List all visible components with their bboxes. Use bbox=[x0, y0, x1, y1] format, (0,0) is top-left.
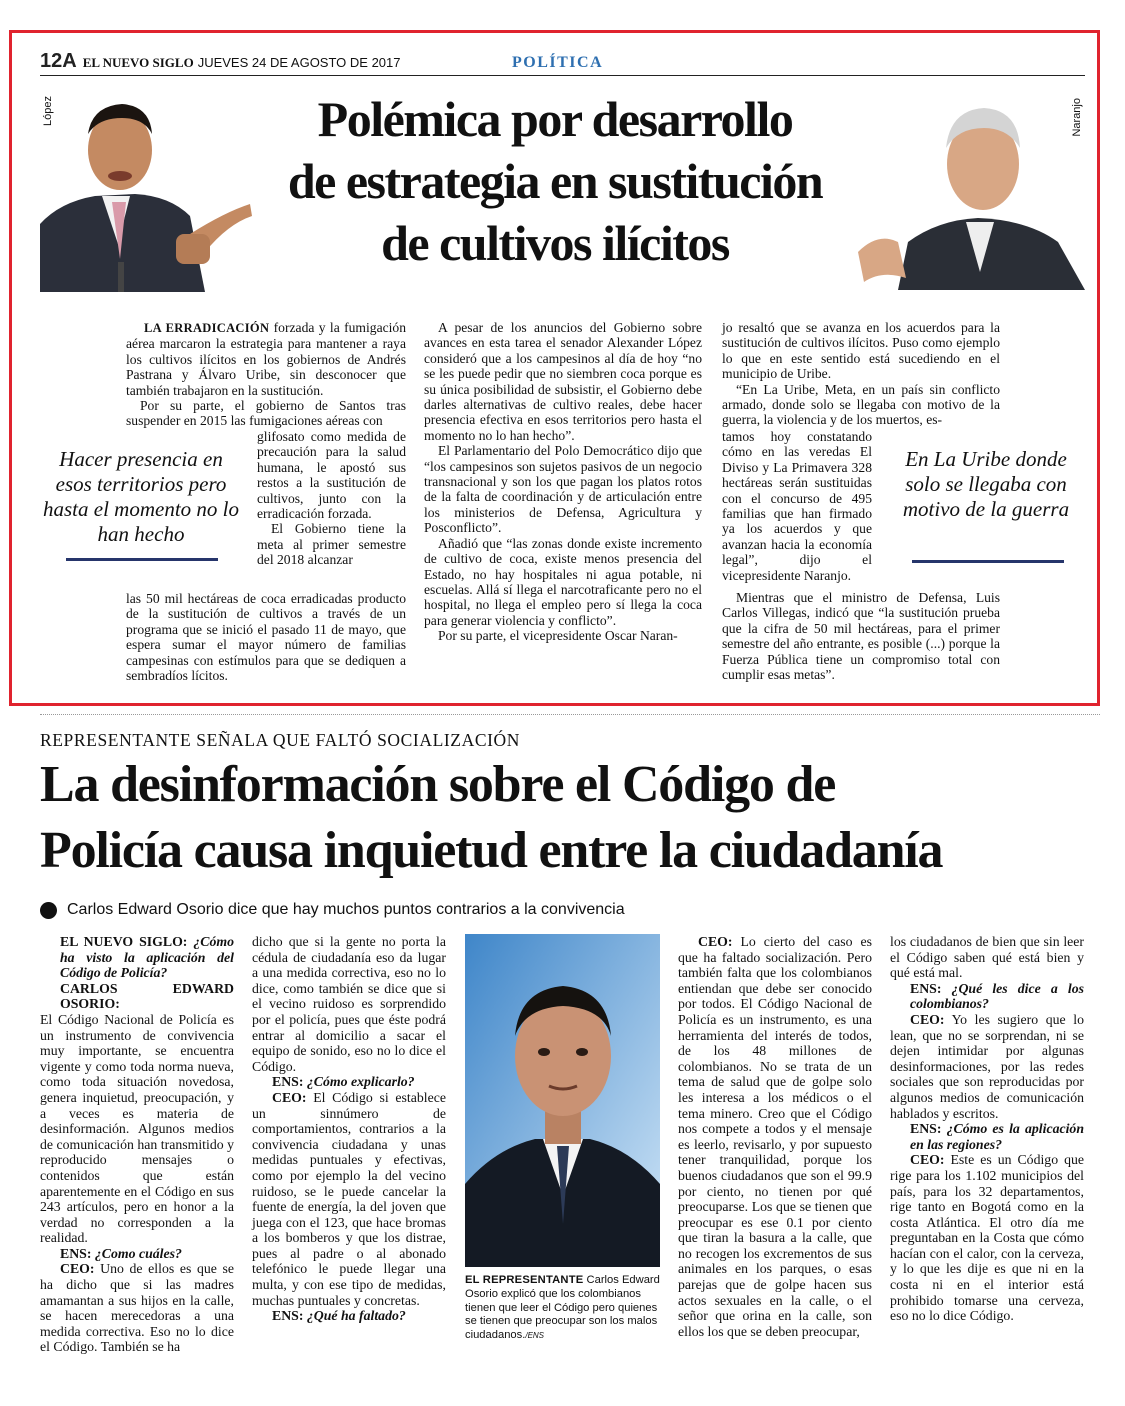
question-3: ENS: ¿Cómo explicarlo? bbox=[272, 1074, 415, 1090]
top-headline-line-2: de estrategia en sustitución bbox=[287, 153, 823, 209]
header-rule bbox=[40, 75, 1085, 76]
top-col1-paragraph-1: LA ERRADICACIÓN forzada y la fumigación aérea marcaron la estrategia para mantener a raya los cultivos ilícitos en los gobiernos de Andrés Pastrana y Álvaro Uribe, sin desconocer que también trabajaron en la sustitución. bbox=[126, 320, 407, 398]
photo-credit-naranjo: Naranjo bbox=[1071, 98, 1083, 137]
top-headline-line-1: Polémica por desarrollo bbox=[317, 91, 793, 147]
portrait-lopez bbox=[40, 84, 255, 292]
photo-osorio bbox=[465, 934, 660, 1267]
lead-in: LA ERRADICACIÓN bbox=[144, 321, 270, 335]
caption-text: Carlos Edward Osorio explicó que los colombianos tienen que leer el Código pero quienes se tienen que preocupar son los malos ciudadanos. bbox=[465, 1274, 660, 1342]
second-headline bbox=[40, 752, 1100, 884]
top-column-1 bbox=[126, 320, 406, 429]
caption-lead: EL REPRESENTANTE bbox=[465, 1274, 584, 1286]
top-col3-paragraph-3: Mientras que el ministro de Defensa, Luis Carlos Villegas, indicó que “la sustitución prueba que la cifra de 50 mil hectáreas, para el primer semestre del año entrante, es posible (...) porque la Fuerza Pública tiene un compromiso total con cumplir esas metas”. bbox=[722, 590, 1000, 683]
interview-column-1 bbox=[40, 934, 234, 1355]
page-folio bbox=[40, 50, 401, 73]
pull-quote-left-rule bbox=[66, 558, 218, 561]
answer-4: CEO: Lo cierto del caso es que ha faltado socialización. Pero también falta que los colombianos entiendan que debe ser conocido por todos. El Código Nacional de Policía es un instrumento, es una herramienta del interés de todos, de los 48 millones de colombianos. No se trata de un tema de salud que de golpe solo les interesa a los médicos o el tema minero. Creo que el Código nos compete a todos y el mensaje es leerlo, revisarlo, y por supuesto tener tranquilidad, porque los buenos ciudadanos que son el 99.9 por ciento, no tienen por qué preocuparse. Los que se tienen que preocupar es ese 0.1 por ciento que tiran la basura a la calle, que no recogen los excrementos de sus animales en los parques, o esas parejas que de golpe hacen sus actos sexuales en la calle, o el señor que orina en la calle, son ellos los que se deben preocupar, bbox=[678, 934, 872, 1339]
portrait-naranjo bbox=[858, 92, 1085, 290]
second-kicker: REPRESENTANTE SEÑALA QUE FALTÓ SOCIALIZACIÓN bbox=[40, 730, 520, 750]
second-headline-line-1: La desinformación sobre el Código de bbox=[40, 756, 836, 813]
top-column-1-wrap bbox=[257, 429, 406, 568]
page-number: 12A bbox=[40, 50, 77, 72]
bullet-icon bbox=[40, 902, 57, 919]
photo-naranjo bbox=[858, 92, 1085, 290]
photo-caption bbox=[465, 1274, 660, 1343]
top-col1-paragraph-3a: El Gobierno tiene la meta al primer semestre del 2018 alcanzar bbox=[257, 521, 406, 568]
question-2: ENS: ¿Como cuáles? bbox=[60, 1245, 182, 1261]
pull-quote-left: Hacer presencia en esos territorios pero hasta el momento no lo han hecho bbox=[43, 447, 239, 546]
top-col1-paragraph-2: Por su parte, el gobierno de Santos tras suspender en 2015 las fumigaciones aéreas con bbox=[126, 398, 406, 429]
top-column-3-wrap bbox=[722, 429, 872, 583]
top-headline bbox=[250, 88, 860, 274]
top-column-1-tail bbox=[126, 591, 406, 683]
interview-column-2 bbox=[252, 934, 446, 1324]
pull-quote-right: En La Uribe donde solo se llegaba con motivo de la guerra bbox=[902, 447, 1070, 521]
top-col1-paragraph-2b: glifosato como medida de precaución para la salud humana, le apostó sus restos a la sustitución de cultivos, junto con la erradicación forzada. bbox=[257, 429, 406, 522]
caption-credit: /ENS bbox=[525, 1331, 545, 1341]
top-col3-paragraph-1: jo resaltó que se avanza en los acuerdos para la sustitución de cultivos ilícitos. Puso como ejemplo lo que en este sentido está sucediendo en el municipio de Uribe. bbox=[722, 320, 1000, 382]
answer-1: El Código Nacional de Policía es un instrumento de convivencia muy importante, se encuentra vigente y como toda norma nueva, como toda situación novedosa, genera inquietud, preocupación, y a veces es materia de desinformación. Algunos medios de comunicación han transmitido y reproducido mensajes o contenidos que están aparentemente en el Código en sus 243 artículos, pero en honor a la verdad no corresponden a la realidad. bbox=[40, 1011, 234, 1246]
answer-4-cont: los ciudadanos de bien que sin leer el Código saben qué está bien y qué está mal. bbox=[890, 934, 1084, 981]
pull-quote-right-rule bbox=[912, 560, 1064, 563]
portrait-osorio bbox=[465, 934, 660, 1267]
speaker-osorio: CARLOS EDWARD OSORIO: bbox=[60, 980, 234, 1012]
top-column-3 bbox=[722, 320, 1000, 428]
top-col1-paragraph-3b: las 50 mil hectáreas de coca erradicadas producto de la sustitución de cultivos a través de un programa que se inició el pasado 11 de mayo, que espera sumar el mayor número de familias campesinas con estímulos para que se dediquen a sembradíos lícitos. bbox=[126, 591, 406, 684]
answer-5: CEO: Yo les sugiero que lo lean, que no se sorprendan, ni se dejen intimidar por algunas desinformaciones, por las redes sociales que son reproducidas por algunos medios de comunicación hablados y escritos. bbox=[890, 1011, 1084, 1121]
interview-column-4 bbox=[890, 934, 1084, 1324]
top-column-3-tail bbox=[722, 590, 1000, 682]
top-col3-paragraph-2b: tamos hoy constatando cómo en las veredas El Diviso y La Primavera 328 hectáreas serán sustituidas con el concurso de 495 familias que han firmado ya los acuerdos y que avanzan hacia la economía legal”, dijo el vicepresidente Naranjo. bbox=[722, 429, 872, 583]
question-5: ENS: ¿Qué les dice a los colombianos? bbox=[910, 980, 1084, 1012]
top-column-2 bbox=[424, 320, 702, 644]
newspaper-brand: EL NUEVO SIGLO bbox=[82, 55, 194, 70]
section-label: POLÍTICA bbox=[512, 54, 604, 71]
answer-3: CEO: El Código si establece un sinnúmero de comportamientos, contrarios a la convivencia ciudadana y unas medidas puntuales y efectivas, como por ejemplo la del vecino ruidoso, se le puede cancelar la fuente de energía, la del joven que juega con el 123, que hace bromas a los bomberos y que los distrae, pues al padre o al abonado telefónico le puede llegar una multa, y con ese tipo de medidas, muchas puntuales y concretas. bbox=[252, 1089, 446, 1308]
answer-2-cont: dicho que si la gente no porta la cédula de ciudadanía eso da lugar a una medida correctiva, eso no lo dice, como también se dice que si el vecino ruidoso es sorprendido por el policía, pues que éste podrá entrar al domicilio a sacar el equipo de sonido, eso no lo dice el Código. bbox=[252, 934, 446, 1074]
interview-column-3 bbox=[678, 934, 872, 1339]
top-col2-paragraph-2: El Parlamentario del Polo Democrático dijo que “los campesinos son sujetos pasivos de un negocio transnacional y son los que pagan los platos rotos de la falta de coordinación y de articulación entre los ministerios de Defensa, Agricultura y Posconflicto”. bbox=[424, 443, 702, 536]
question-1: EL NUEVO SIGLO: ¿Cómo ha visto la aplicación del Código de Policía? bbox=[60, 934, 234, 981]
question-6: ENS: ¿Cómo es la aplicación en las regiones? bbox=[910, 1121, 1084, 1152]
top-col2-paragraph-3: Añadió que “las zonas donde existe incremento de cultivo de coca, existe menos presencia del Estado, no hay hospitales ni agua potable, ni escuelas. Allá sí llega el narcotraficante pero no el hospital, no llega el empleo pero sí llega la coca para generar violencia y conflicto”. bbox=[424, 535, 702, 628]
photo-lopez bbox=[40, 84, 255, 292]
question-4: ENS: ¿Qué ha faltado? bbox=[272, 1308, 406, 1324]
photo-credit-lopez: López bbox=[42, 96, 54, 126]
issue-date: JUEVES 24 DE AGOSTO DE 2017 bbox=[197, 55, 401, 70]
second-deck bbox=[40, 901, 625, 919]
answer-2: CEO: Uno de ellos es que se ha dicho que si las madres amamantan a sus hijos en la calle, se hacen merecedoras a una medida correctiva. Eso no lo dice el Código. También se ha bbox=[40, 1261, 234, 1355]
top-col3-paragraph-2a: “En La Uribe, Meta, en un país sin conflicto armado, donde solo se llegaba con motivo de la guerra, la violencia y de los muertos, es- bbox=[722, 381, 1000, 428]
answer-6: CEO: Este es un Código que rige para los 1.102 municipios del país, para los 32 departamentos, rige tanto en Bogotá como en la costa Atlántica. El otro día me preguntaban en la Costa que cómo hacían con el calor, con la cerveza, y lo que les dije es que ni en la costa ni en el interior está prohibido tomarse una cerveza, eso no lo dice Código. bbox=[890, 1152, 1084, 1324]
top-col2-paragraph-1: A pesar de los anuncios del Gobierno sobre avances en esta tarea el senador Alexander López consideró que a los campesinos al día de hoy “no se les puede pedir que no siembren coca porque es su única posibilidad de subsistir, el Gobierno debe darles alternativas de cultivo reales, debe hacer presencia efectiva en esos territorios pero hasta el momento no lo han hecho”. bbox=[424, 320, 702, 443]
top-headline-line-3: de cultivos ilícitos bbox=[381, 215, 729, 271]
second-headline-line-2: Policía causa inquietud entre la ciudadanía bbox=[40, 822, 943, 879]
top-col2-paragraph-4: Por su parte, el vicepresidente Oscar Naran- bbox=[438, 628, 678, 644]
second-deck-text: Carlos Edward Osorio dice que hay muchos puntos contrarios a la convivencia bbox=[67, 901, 625, 918]
story-divider bbox=[40, 714, 1100, 715]
